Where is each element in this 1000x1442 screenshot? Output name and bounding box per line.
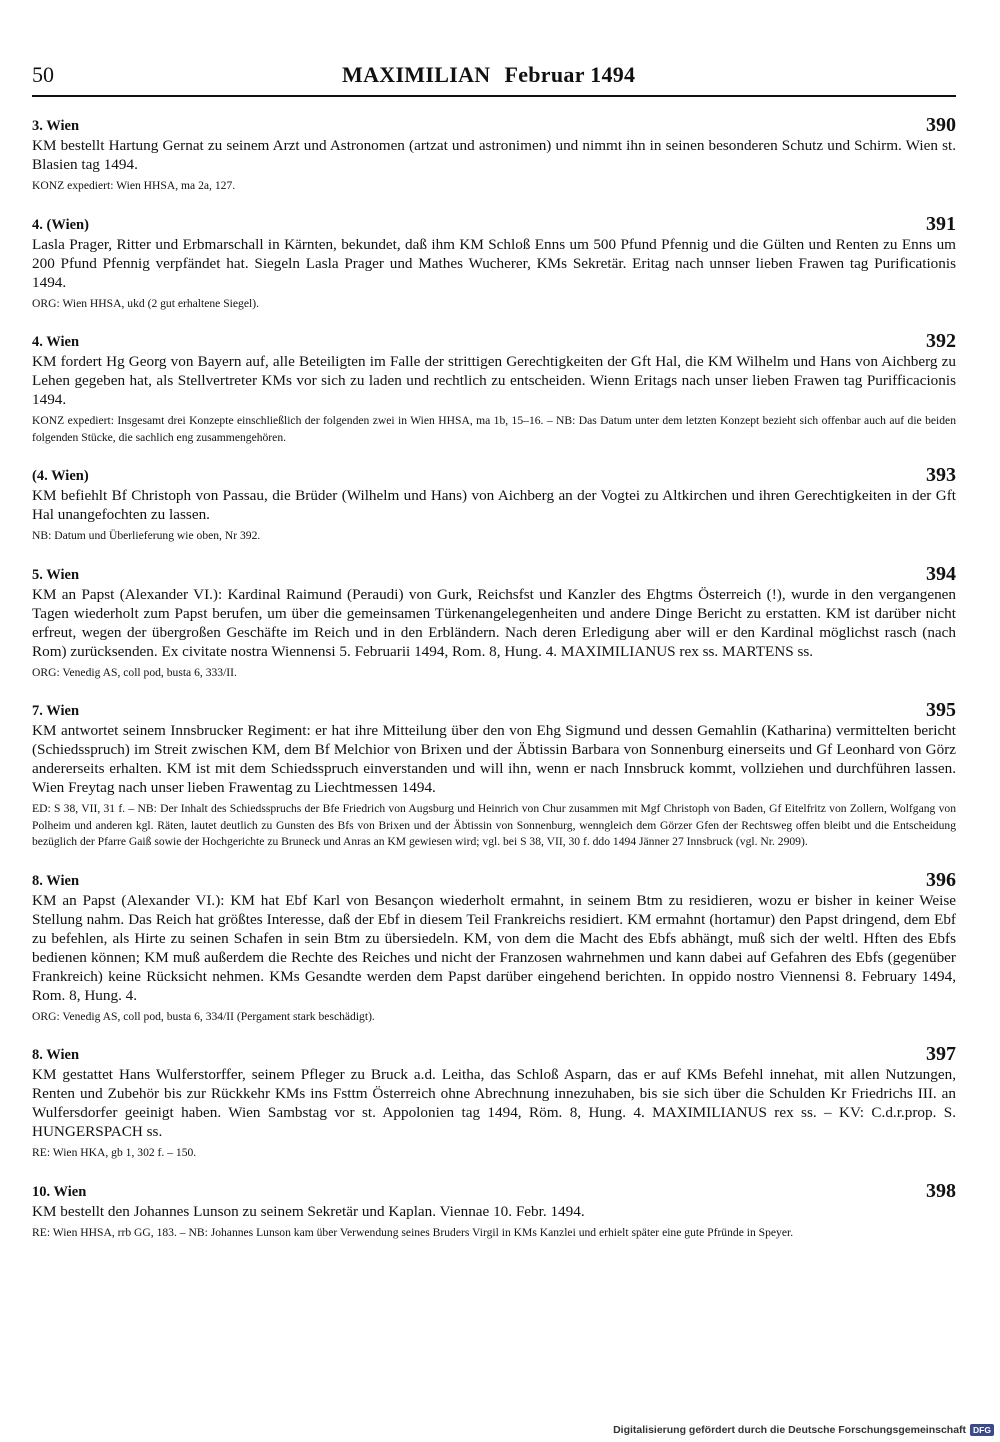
entry-head <box>32 116 956 136</box>
regest-entry-390 <box>32 116 956 195</box>
entry-note: KONZ expediert: Insgesamt drei Konzepte einschließlich der folgenden zwei in Wien HHSA, ma 1b, 15–16. – NB: Das Datum unter dem letzten Konzept bezieht sich offenbar auch auf die beiden folgenden Stücke, die sachlich eng zusammengehören. <box>32 414 956 444</box>
entry-head <box>32 562 956 585</box>
entry-number: 392 <box>926 330 956 352</box>
regest-entry-397 <box>32 1045 956 1162</box>
entry-date: 8. Wien <box>32 872 80 889</box>
header-rule <box>32 95 956 97</box>
running-title-date: Februar 1494 <box>504 62 636 87</box>
entry-date: 7. Wien <box>32 703 80 719</box>
entry-head <box>32 1179 956 1202</box>
entry-number: 398 <box>926 1179 956 1202</box>
regest-entry-394 <box>32 562 956 682</box>
entry-note: ORG: Wien HHSA, ukd (2 gut erhaltene Siegel). <box>32 296 259 310</box>
entry-text: KM gestattet Hans Wulferstorffer, seinem Pfleger zu Bruck a.d. Leitha, das Schloß Asparn, das er auf KMs Befehl innehat, mit allen Nutzungen, Renten und Zubehör bis zur Rückkehr KMs ins Fsttm Österreich ohne Abrechnung innezuhaben, bis sie sich über die Schulden Kr Friedrichs III. an Wulfersdorfer geeinigt haben. Wien Sambstag vor st. Appolonien tag 1494, Röm. 8, Hung. 4. MAXIMILIANUS rex ss. – KV: C.d.r.prop. S. HUNGERSPACH ss. <box>32 1066 956 1140</box>
entry-text: KM befiehlt Bf Christoph von Passau, die Brüder (Wilhelm und Hans) von Aichberg an der Vogtei zu Altkirchen und ihren Gerechtigkeiten in der Gft Hal unangefochten zu lassen. <box>32 487 956 523</box>
entry-date: 10. Wien <box>32 1183 87 1200</box>
running-title <box>342 62 635 88</box>
page-number: 50 <box>32 62 54 87</box>
entry-number: 395 <box>926 699 956 721</box>
entry-note: NB: Datum und Überlieferung wie oben, Nr 392. <box>32 529 261 542</box>
entry-text: Lasla Prager, Ritter und Erbmarschall in Kärnten, bekundet, daß ihm KM Schloß Enns um 500 Pfund Pfennig und die Gülten und Renten zu Enns um 200 Pfund Pfennig verpfändet hat. Siegeln Lasla Prager und Mathes Wucherer, KMs Sekretär. Eritag nach unnser lieben Frawen tag Purificationis 1494. <box>32 235 956 291</box>
entry-date: 5. Wien <box>32 566 80 583</box>
entry-text: KM bestellt Hartung Gernat zu seinem Arzt und Astronomen (artzat und astronimen) und nimmt ihn in seinen besonderen Schutz und Schirm. Wien st. Blasien tag 1494. <box>32 137 956 173</box>
funding-note: Digitalisierung gefördert durch die Deutsche Forschungsgemeinschaft <box>613 1424 967 1436</box>
regesta-list <box>32 116 956 1241</box>
regest-entry-398 <box>32 1179 956 1242</box>
page-header <box>32 62 956 96</box>
entry-text: KM antwortet seinem Innsbrucker Regiment: er hat ihre Mitteilung über den von Ehg Sigmund und dessen Gemahlin (Katharina) vermittelten bericht (Schiedsspruch) im Streit zwischen KM, dem Bf Melchior von Brixen und der Äbtissin Barbara von Sonnenburg einerseits und Gf Leonhard von Görz andererseits erhalten. KM ist mit dem Schiedsspruch einverstanden und will ihn, wenn er nach Innsbruck kommt, vollziehen und durchführen lassen. Wien Freytag nach unser lieben Frawentag zu Liechtmessen 1494. <box>32 722 956 796</box>
entry-date: 4. (Wien) <box>32 216 89 233</box>
entry-number: 396 <box>926 868 956 891</box>
entry-date: 3. Wien <box>32 118 80 134</box>
entry-text: KM fordert Hg Georg von Bayern auf, alle Beteiligten im Falle der strittigen Gerechtigkeiten der Gft Hal, die KM Wilhelm und Hans von Aichberg zu Lehen gegeben hat, als Stellvertreter KMs vor sich zu laden und rechtlich zu entscheiden. Wienn Eritags nach unser lieben Frawen tag Purifficacionis 1494. <box>32 353 956 408</box>
entry-note: KONZ expediert: Wien HHSA, ma 2a, 127. <box>32 179 236 192</box>
entry-head <box>32 868 956 891</box>
entry-head <box>32 466 956 486</box>
entry-number: 391 <box>926 212 956 235</box>
entry-text: KM an Papst (Alexander VI.): Kardinal Raimund (Peraudi) von Gurk, Reichsfst und Kanzler des Ehgtms Österreich (!), wurde in den vergangenen Tagen wiederholt zum Papst berufen, um über die gemeinsamen Türkenangelegenheiten und andere Dinge Bericht zu erstatten. KM ist darüber nicht erfreut, wegen der übergroßen Geschäfte im Reich und in den Erbländern. Nach deren Erledigung aber will er den Kardinal möglichst rasch (nach Rom) zurücksenden. Ex civitate nostra Wiennensi 5. Februarii 1494, Rom. 8, Hung. 4. MAXIMILIANUS rex ss. MARTENS ss. <box>32 585 956 660</box>
entry-number: 390 <box>926 114 956 136</box>
regest-entry-395 <box>32 701 956 851</box>
entry-text: KM an Papst (Alexander VI.): KM hat Ebf Karl von Besançon wiederholt ermahnt, in seinem Btm zu residieren, wozu er bisher in keiner Weise Stellung nahm. Das Reich hat größtes Interesse, daß der Ebf in diesem Teil Frankreichs residiert. KM ermahnt (hortamur) den Papst dringend, dem Ebf zu befehlen, als Hirte zu seinen Schafen in sein Btm zu übersiedeln. KM, von dem die Macht des Ebfs abhängt, muß sich der weltl. Hften des Ebfs bedienen können; KM muß außerdem die Rechte des Reiches und nicht der Franzosen wahrnehmen und kann dabei auf Gefahren des Ebfs (gegenüber Frankreich) keine Rücksicht nehmen. KMs Gesandte werden dem Papst darüber eingehend berichten. In oppido nostro Viennensi 8. February 1494, Rom. 8, Hung. 4. <box>32 891 956 1004</box>
entry-number: 397 <box>926 1043 956 1065</box>
entry-head <box>32 332 956 352</box>
funding-footer <box>613 1424 994 1436</box>
entry-text: KM bestellt den Johannes Lunson zu seinem Sekretär und Kaplan. Viennae 10. Febr. 1494. <box>32 1202 585 1220</box>
regest-entry-396 <box>32 868 956 1026</box>
regest-entry-392 <box>32 332 956 446</box>
regest-entry-391 <box>32 212 956 313</box>
regest-entry-393 <box>32 466 956 545</box>
entry-note: ORG: Venedig AS, coll pod, busta 6, 334/II (Pergament stark beschädigt). <box>32 1009 375 1023</box>
entry-date: 4. Wien <box>32 334 80 350</box>
entry-head <box>32 1045 956 1065</box>
entry-head <box>32 701 956 721</box>
entry-note: ED: S 38, VII, 31 f. – NB: Der Inhalt des Schiedsspruchs der Bfe Friedrich von Augsburg und Heinrich von Chur zusammen mit Mgf Christoph von Baden, Gf Eitelfritz von Zollern, Wolfgang von Polheim und anderen kgl. Räten, lautet deutlich zu Gunsten des Bfs von Brixen und der Äbtissin von Sonnenburg, wenngleich dem Görzer Gfen der Rechtsweg offen bleibt und die Entscheidung bezüglich der Pfarre Gaiß sowie der Hochgerichte zu Bruneck und Anras an KM gewiesen wird; vgl. bei S 38, VII, 30 f. ddo 1494 Jänner 27 Innsbruck (vgl. Nr. 2909). <box>32 802 956 848</box>
entry-note: RE: Wien HKA, gb 1, 302 f. – 150. <box>32 1146 197 1159</box>
entry-date: (4. Wien) <box>32 468 89 484</box>
entry-note: RE: Wien HHSA, rrb GG, 183. – NB: Johannes Lunson kam über Verwendung seines Bruders Virgil in KMs Kanzlei und erhielt später eine gute Pfründe in Speyer. <box>32 1225 794 1239</box>
entry-number: 394 <box>926 562 956 585</box>
entry-note: ORG: Venedig AS, coll pod, busta 6, 333/II. <box>32 665 237 679</box>
entry-date: 8. Wien <box>32 1047 80 1063</box>
entry-number: 393 <box>926 464 956 486</box>
running-title-name: MAXIMILIAN <box>342 62 491 87</box>
dfg-logo: DFG <box>970 1424 994 1436</box>
entry-head <box>32 212 956 235</box>
